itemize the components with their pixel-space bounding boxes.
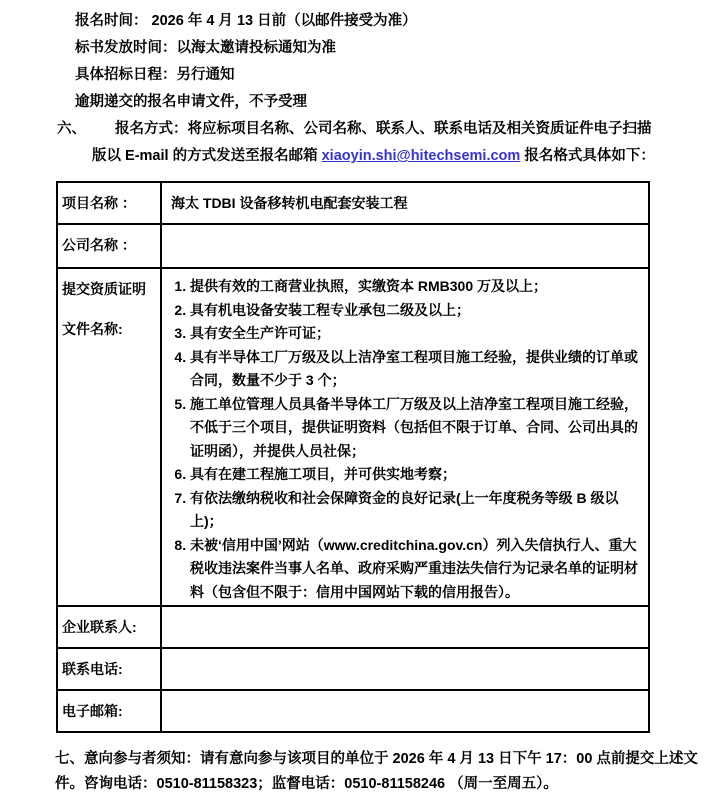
project-name-label: 项目名称 ：: [57, 182, 161, 224]
project-name-value: 海太 TDBI 设备移转机电配套安装工程: [161, 182, 649, 224]
requirement-item: 2. 具有机电设备安装工程专业承包二级及以上；: [190, 299, 645, 323]
table-row-project-name: [57, 182, 649, 224]
requirement-item: 7. 有依法缴纳税收和社会保障资金的良好记录(上一年度税务等级 B 级以上)；: [190, 487, 645, 534]
section6-line2-after: 报名格式具体如下：: [520, 148, 655, 164]
requirement-item: 6. 具有在建工程施工项目，并可供实地考察；: [190, 463, 645, 487]
section6-line2-before: 版以 E-mail 的方式发送至报名邮箱: [92, 148, 322, 164]
company-name-value: [161, 224, 649, 268]
email-label: 电子邮箱:: [57, 690, 161, 732]
requirement-item: 8. 未被‘信用中国’网站（www.creditchina.gov.cn）列入失信执行人、重大税收违法案件当事人名单、政府采购严重违法失信行为记录名单的证明材料（包含但不限于：信用中国网站下载的信用报告）。: [190, 534, 645, 605]
section6-number: 六、: [57, 121, 86, 137]
requirement-item: 1. 提供有效的工商营业执照，实缴资本 RMB300 万及以上；: [190, 275, 645, 299]
contact-person-value: [161, 606, 649, 648]
qualification-label: 提交资质证明文件名称:: [57, 268, 161, 606]
requirement-item: 3. 具有安全生产许可证；: [190, 322, 645, 346]
signup-form-table: [56, 181, 650, 733]
table-row-email: [57, 690, 649, 732]
company-name-label: 公司名称 ：: [57, 224, 161, 268]
contact-phone-label: 联系电话:: [57, 648, 161, 690]
signup-email-link[interactable]: xiaoyin.shi@hitechsemi.com: [321, 148, 521, 164]
qualification-requirements-cell: [161, 268, 649, 606]
section6-line1: [57, 116, 706, 143]
intro-line-document-release: 标书发放时间：以海太邀请投标通知为准: [75, 40, 336, 56]
intro-line-schedule: 具体招标日程：另行通知: [75, 67, 235, 83]
table-row-contact-phone: [57, 648, 649, 690]
email-value: [161, 690, 649, 732]
contact-phone-value: [161, 648, 649, 690]
table-row-qualification-documents: [57, 268, 649, 606]
requirements-list: [163, 275, 647, 604]
section6-line2: [92, 143, 706, 170]
section7-notice: 七、意向参与者须知：请有意向参与该项目的单位于 2026 年 4 月 13 日下午 17：00 点前提交上述文件。咨询电话：0510-81158323；监督电话：0510-81158246 （周一至周五）。: [55, 751, 698, 792]
intro-line-signup-deadline: 报名时间： 2026 年 4 月 13 日前（以邮件接受为准）: [75, 13, 417, 29]
section6-line1-text: 报名方式：将应标项目名称、公司名称、联系人、联系电话及相关资质证件电子扫描: [115, 121, 652, 137]
requirement-item: 5. 施工单位管理人员具备半导体工厂万级及以上洁净室工程项目施工经验，不低于三个项目，提供证明资料（包括但不限于订单、合同、公司出具的证明函），并提供人员社保；: [190, 393, 645, 464]
intro-block: [75, 8, 706, 116]
intro-line-overdue: 逾期递交的报名申请文件，不予受理: [75, 94, 307, 110]
table-row-company-name: [57, 224, 649, 268]
requirement-item: 4. 具有半导体工厂万级及以上洁净室工程项目施工经验，提供业绩的订单或合同，数量不少于 3 个；: [190, 346, 645, 393]
table-row-contact-person: [57, 606, 649, 648]
contact-person-label: 企业联系人:: [57, 606, 161, 648]
document-page: [0, 8, 706, 792]
